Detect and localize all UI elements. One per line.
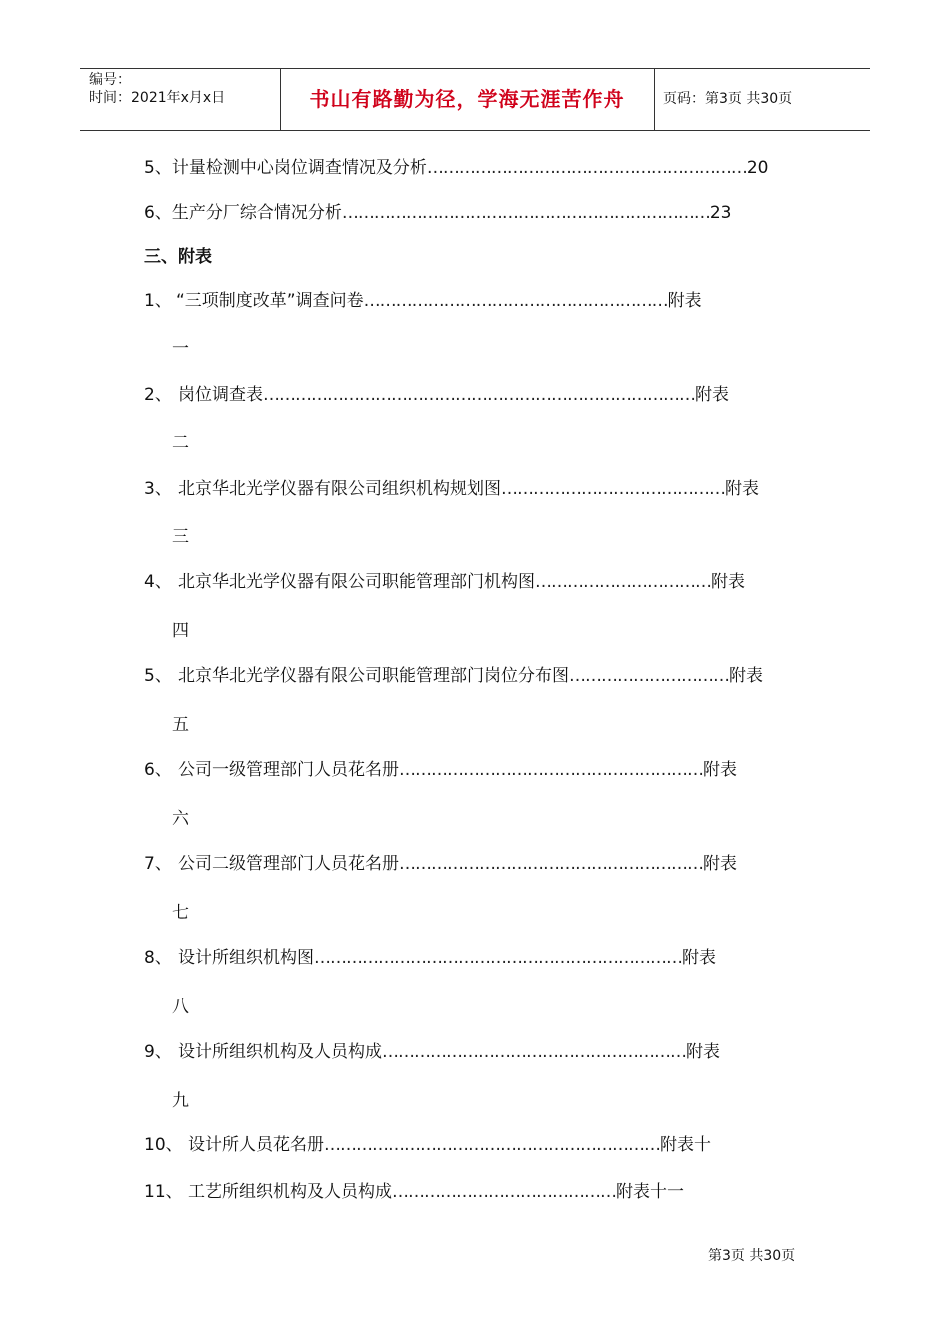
entry-number: 4、: [144, 572, 172, 592]
appendix-entry: [144, 1133, 711, 1157]
toc-entry-text: 6、生产分厂综合情况分析: [144, 203, 342, 223]
section-title: 三、附表: [144, 247, 212, 267]
toc-entry: [144, 201, 731, 225]
header-meta-cell: [80, 69, 281, 130]
entry-ref: 附表: [682, 948, 716, 968]
leader-dots: ………………………………………………………………………: [263, 385, 695, 405]
leader-dots: …………………………………………………: [399, 854, 703, 874]
appendix-entry: [144, 664, 763, 688]
leader-dots: ………………………………………………………: [324, 1135, 660, 1155]
entry-number: 9、: [144, 1042, 172, 1062]
entry-continuation: 四: [172, 621, 189, 641]
entry-ref: 附表: [667, 291, 702, 311]
entry-number: 1、: [144, 291, 172, 311]
entry-continuation: 一: [172, 339, 189, 359]
entry-number: 5、: [144, 666, 172, 686]
entry-text: 北京华北光学仪器有限公司职能管理部门岗位分布图: [178, 666, 569, 686]
leader-dots: ……………………………………………………………: [341, 203, 710, 223]
entry-text: 设计所人员花名册: [188, 1135, 324, 1155]
appendix-entry: [144, 852, 737, 876]
entry-text: 岗位调查表: [178, 385, 263, 405]
entry-continuation: 二: [172, 433, 189, 453]
leader-dots: …………………………………………………: [382, 1042, 686, 1062]
entry-ref: 附表十: [660, 1135, 711, 1155]
leader-dots: …………………………………………………: [363, 291, 668, 311]
toc-entry-page: 23: [709, 203, 732, 223]
appendix-entry: [144, 570, 745, 594]
leader-dots: …………………………: [569, 666, 729, 686]
header-page-label: 页码：第3页 共30页: [663, 91, 793, 107]
time-label: 时间：2021年x月x日: [89, 90, 226, 106]
leader-dots: ……………………………………………………………: [314, 948, 682, 968]
toc-entry-page: 20: [746, 158, 769, 178]
entry-text: “三项制度改革”调查问卷: [176, 291, 364, 311]
entry-ref: 附表: [725, 479, 759, 499]
leader-dots: ……………………………………: [392, 1182, 616, 1202]
appendix-entry: [144, 758, 737, 782]
entry-ref: 附表十一: [616, 1182, 684, 1202]
entry-text: 工艺所组织机构及人员构成: [188, 1182, 392, 1202]
entry-ref: 附表: [729, 666, 763, 686]
toc-entry-text: 5、计量检测中心岗位调查情况及分析: [144, 158, 427, 178]
page-header: [80, 68, 870, 131]
header-motto-cell: [280, 69, 655, 130]
entry-ref: 附表: [686, 1042, 720, 1062]
number-label: 编号：: [89, 72, 131, 88]
entry-number: 11、: [144, 1182, 183, 1202]
entry-continuation: 六: [172, 809, 189, 829]
entry-number: 3、: [144, 479, 172, 499]
entry-ref: 附表: [703, 760, 737, 780]
entry-continuation: 九: [172, 1091, 189, 1111]
entry-number: 7、: [144, 854, 172, 874]
entry-continuation: 三: [172, 527, 189, 547]
appendix-entry: [144, 1040, 720, 1064]
leader-dots: ……………………………………………………: [426, 158, 747, 178]
entry-text: 公司一级管理部门人员花名册: [178, 760, 399, 780]
entry-text: 公司二级管理部门人员花名册: [178, 854, 399, 874]
appendix-entry: [144, 289, 702, 313]
leader-dots: ……………………………………: [501, 479, 725, 499]
toc-entry: [144, 156, 768, 180]
appendix-entry: [144, 383, 729, 407]
entry-number: 8、: [144, 948, 172, 968]
entry-text: 设计所组织机构及人员构成: [178, 1042, 382, 1062]
entry-ref: 附表: [711, 572, 745, 592]
appendix-entry: [144, 946, 716, 970]
entry-continuation: 八: [172, 997, 189, 1017]
entry-text: 北京华北光学仪器有限公司组织机构规划图: [178, 479, 501, 499]
entry-number: 6、: [144, 760, 172, 780]
leader-dots: ……………………………: [535, 572, 711, 592]
page-footer: 第3页 共30页: [708, 1248, 796, 1264]
entry-ref: 附表: [695, 385, 729, 405]
entry-continuation: 七: [172, 903, 189, 923]
appendix-entry: [144, 477, 759, 501]
entry-text: 北京华北光学仪器有限公司职能管理部门机构图: [178, 572, 535, 592]
motto: 书山有路勤为径，学海无涯苦作舟: [309, 87, 625, 111]
header-page-cell: [655, 69, 870, 130]
entry-number: 10、: [144, 1135, 183, 1155]
entry-number: 2、: [144, 385, 172, 405]
appendix-entry: [144, 1180, 684, 1204]
entry-ref: 附表: [703, 854, 737, 874]
leader-dots: …………………………………………………: [399, 760, 703, 780]
entry-text: 设计所组织机构图: [178, 948, 314, 968]
entry-continuation: 五: [172, 715, 189, 735]
